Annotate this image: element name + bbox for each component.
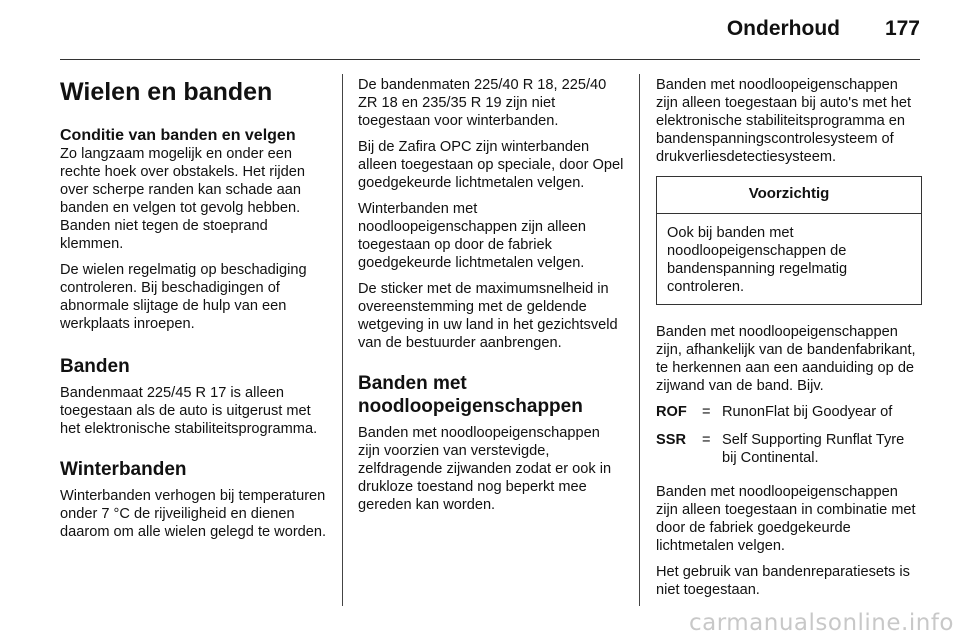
section-heading: Conditie van banden en velgen [60, 127, 296, 144]
definition-row [656, 403, 922, 421]
section-heading: Banden met noodloopeigenschappen [358, 373, 583, 417]
paragraph: Zo langzaam mogelijk en onder een rechte hoek over obstakels. Het rijden over scherpe randen kan schade aan banden en velgen tot gevolg hebben. Banden niet tegen de stoeprand klemmen. [60, 146, 305, 252]
definition-description: Self Supporting Runflat Tyre bij Continental. [722, 432, 905, 466]
column-1 [60, 78, 330, 549]
definition-equals: = [702, 432, 711, 448]
definition-row [656, 431, 922, 467]
section-title: Onderhoud [726, 17, 840, 40]
paragraph: Banden met noodloopeigenschappen zijn, afhankelijk van de bandenfabrikant, te herkennen aan een aanduiding op de zijwand van de band. Bijv. [656, 324, 916, 394]
header-divider [60, 59, 920, 60]
definition-term: SSR [656, 432, 687, 448]
column-divider [342, 74, 343, 606]
main-heading: Wielen en banden [60, 78, 273, 106]
warning-text: Ook bij banden met noodloopeigenschappen de bandenspanning regelmatig controleren. [667, 225, 848, 295]
paragraph: De sticker met de maximumsnelheid in overeenstemming met de geldende wetgeving in uw land in het gezichtsveld van de bestuurder aanbrengen. [358, 281, 618, 351]
paragraph: Banden met noodloopeigenschappen zijn alleen toegestaan in combinatie met door de fabriek goedgekeurde lichtmetalen velgen. [656, 484, 916, 554]
definition-term: ROF [656, 404, 687, 420]
column-2 [358, 76, 624, 522]
paragraph: Bij de Zafira OPC zijn winterbanden alleen toegestaan op speciale, door Opel goedgekeurde lichtmetalen velgen. [358, 139, 624, 191]
section-heading: Banden [60, 356, 130, 377]
column-3 [656, 76, 922, 607]
paragraph: Banden met noodloopeigenschappen zijn voorzien van verstevigde, zelfdragende zijwanden zodat er ook in drukloze toestand nog beperkt mee gereden kan worden. [358, 425, 612, 513]
paragraph: Het gebruik van bandenreparatiesets is niet toegestaan. [656, 564, 910, 598]
paragraph: Banden met noodloopeigenschappen zijn alleen toegestaan bij auto's met het elektronische stabiliteitsprogramma en bandenspanningscontrolesysteem of drukverliesdetectiesysteem. [656, 77, 912, 165]
paragraph: Bandenmaat 225/45 R 17 is alleen toegestaan als de auto is uitgerust met het elektronische stabiliteitsprogramma. [60, 385, 318, 437]
warning-title: Voorzichtig [657, 177, 921, 214]
section-heading: Winterbanden [60, 459, 187, 480]
warning-box [656, 176, 922, 305]
page-number: 177 [884, 17, 920, 40]
watermark: carmanualsonline.info [688, 610, 954, 636]
definition-description: RunonFlat bij Goodyear of [722, 404, 893, 420]
paragraph: Winterbanden verhogen bij temperaturen onder 7 °C de rijveiligheid en dienen daarom om alle wielen gelegd te worden. [60, 488, 327, 540]
paragraph: Winterbanden met noodloopeigenschappen zijn alleen toegestaan op door de fabriek goedgekeurde lichtmetalen velgen. [358, 201, 587, 271]
column-divider [639, 74, 640, 606]
definition-equals: = [702, 404, 711, 420]
paragraph: De wielen regelmatig op beschadiging controleren. Bij beschadigingen of abnormale slijtage de hulp van een werkplaats inroepen. [60, 262, 307, 332]
paragraph: De bandenmaten 225/40 R 18, 225/40 ZR 18 en 235/35 R 19 zijn niet toegestaan voor winterbanden. [358, 77, 607, 129]
